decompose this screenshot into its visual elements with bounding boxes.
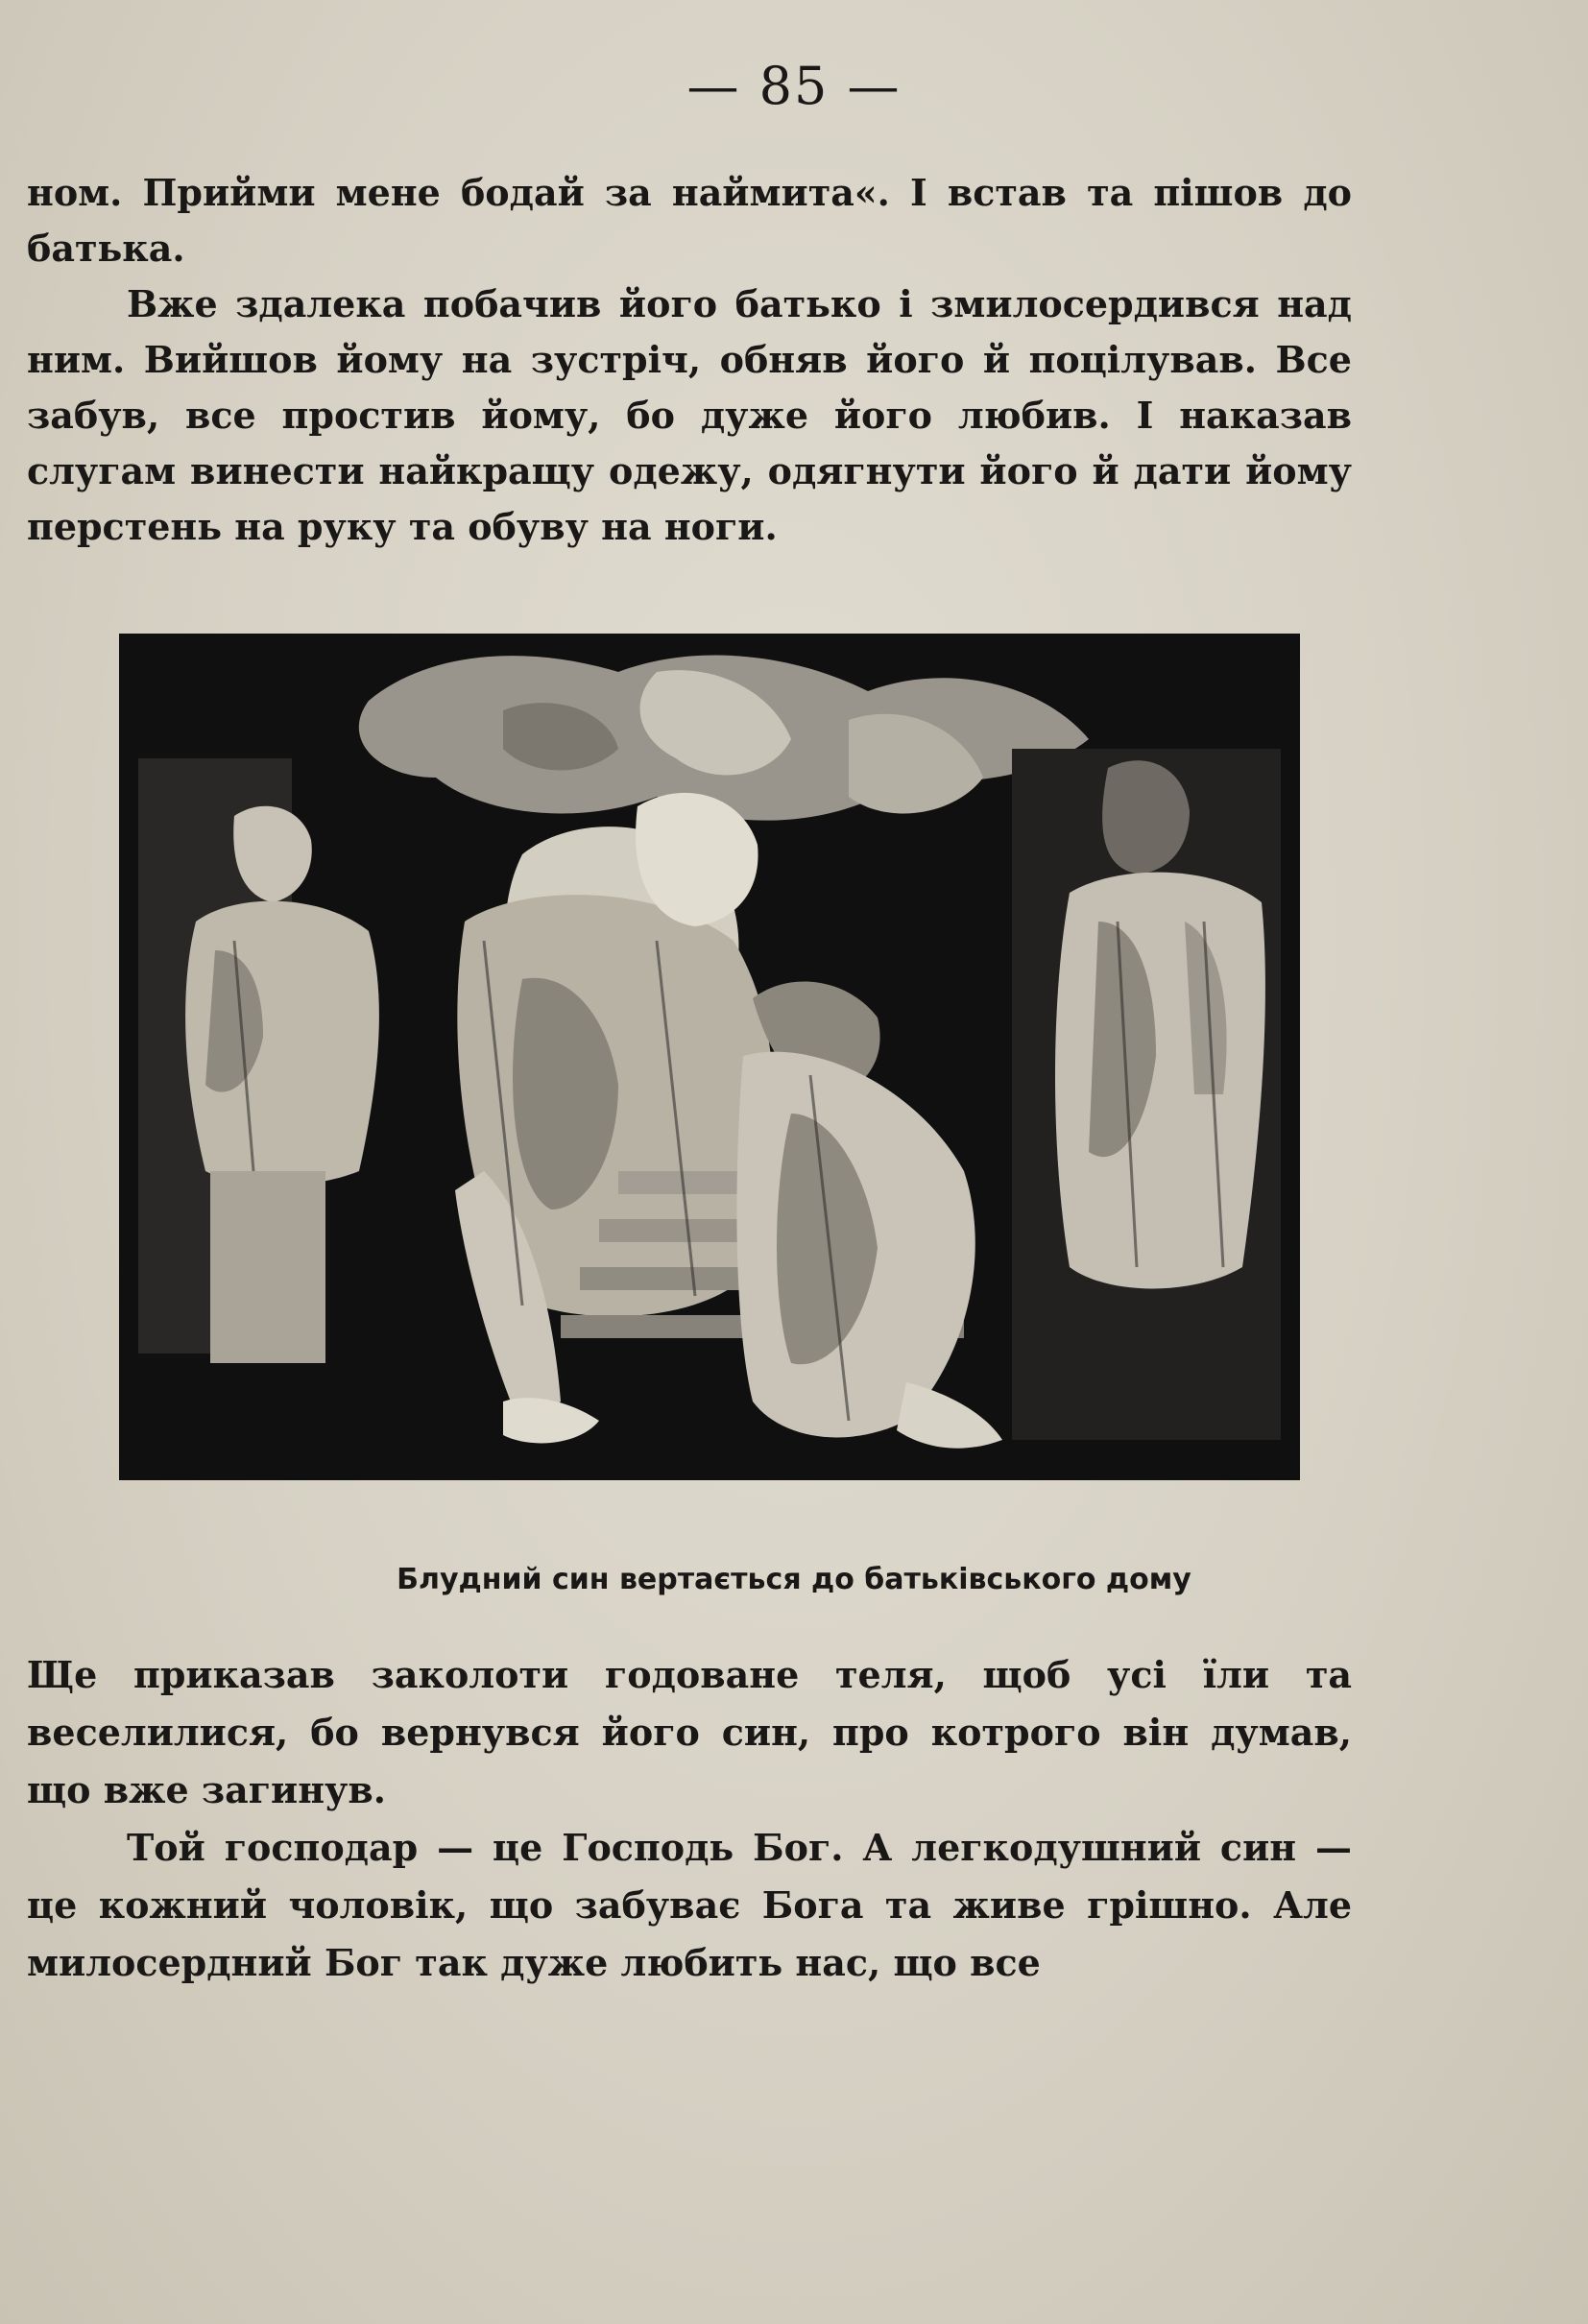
paragraph: Ще приказав заколоти годоване теля, щоб усі їли та веселилися, бо вернувся його син, про котрого він думав, що вже загинув. xyxy=(27,1653,1352,1811)
page-number: — 85 — xyxy=(686,56,902,116)
engraving-illustration xyxy=(119,634,1300,1480)
text-block-bottom xyxy=(27,1646,1352,1992)
text-block-top xyxy=(27,165,1352,555)
engraving-prodigal-son-return-icon xyxy=(119,634,1300,1480)
illustration-caption: Блудний син вертається до батьківського дому xyxy=(397,1563,1191,1596)
paragraph: Вже здалека побачив його батько і змилосердився над ним. Вийшов йому на зустріч, обняв його й поцілував. Все забув, все простив йому, бо дуже його любив. І наказав слугам винести найкращу одежу, одягнути його й дати йому перстень на руку та обуву на ноги. xyxy=(27,282,1352,548)
paragraph: ном. Прийми мене бодай за наймита«. І встав та пішов до батька. xyxy=(27,171,1352,270)
paragraph: Той господар — це Господь Бог. А легкодушний син — це кожний чоловік, що забуває Бога та живе грішно. Але милосердний Бог так дуже любить нас, що все xyxy=(27,1826,1352,1984)
